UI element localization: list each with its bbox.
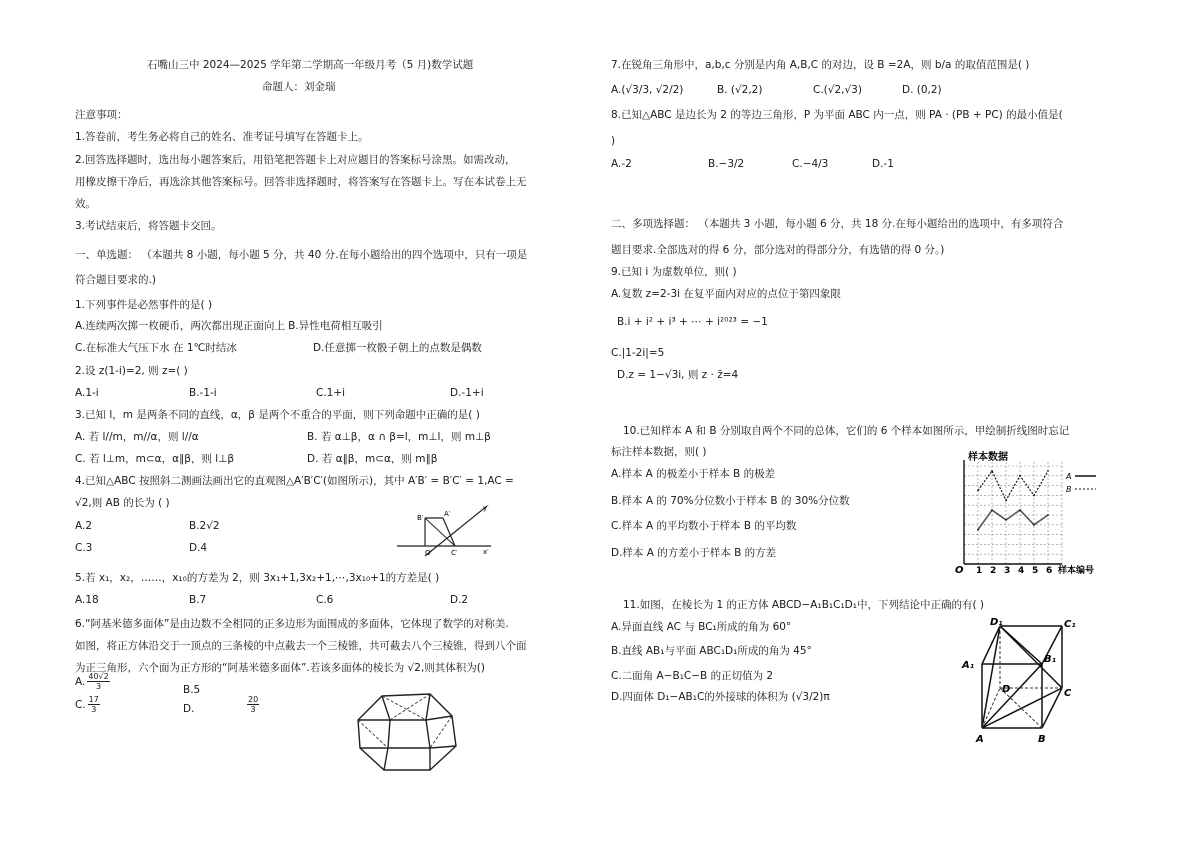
figure-q10-line-chart <box>950 446 1100 576</box>
fraction <box>87 672 109 691</box>
text-line: A.-2 <box>611 158 632 170</box>
text-line: A.1-i <box>75 387 99 399</box>
x-tick-label: 2 <box>990 566 997 576</box>
fig11-label: B₁ <box>1044 654 1057 665</box>
text-line: D.任意掷一枚骰子朝上的点数是偶数 <box>313 342 482 354</box>
text-line: 2.设 z(1-i)=2, 则 z=( ) <box>75 365 188 377</box>
text-line: D.-1+i <box>450 387 484 399</box>
data-point-a <box>1019 475 1021 477</box>
fraction-numerator: 20 <box>248 695 259 704</box>
fig11-label: A <box>976 734 984 745</box>
text-line: 注意事项： <box>75 109 128 121</box>
text-line: 1.下列事件是必然事件的是( ) <box>75 299 213 311</box>
text-line: A.2 <box>75 520 93 532</box>
text-line: C.二面角 A−B₁C−B 的正切值为 2 <box>611 670 774 682</box>
fraction-numerator: 17 <box>88 695 99 704</box>
text-line: B.样本 A 的 70%分位数小于样本 B 的 30%分位数 <box>611 495 850 507</box>
text-line: B.−3/2 <box>708 158 745 170</box>
text-line: D.-1 <box>872 158 894 170</box>
x-tick-label: 6 <box>1046 566 1053 576</box>
fig11-label: C₁ <box>1064 619 1076 630</box>
fraction <box>247 695 259 714</box>
text-line: C.在标准大气压下水 在 1℃时结冰 <box>75 342 237 354</box>
x-tick-label: 5 <box>1032 566 1039 576</box>
text-line: C.样本 A 的平均数小于样本 B 的平均数 <box>611 520 797 532</box>
text-line: 符合题目要求的.) <box>75 274 156 286</box>
data-point-b <box>977 529 979 531</box>
text-line: B.i + i² + i³ + ⋯ + i²⁰²³ = −1 <box>617 316 768 328</box>
text-line: 6.“阿基米德多面体”是由边数不全相同的正多边形为面围成的多面体，它体现了数学的对称美. <box>75 618 509 630</box>
fig11-label: D <box>1002 684 1011 695</box>
text-line: 石嘴山三中 2024—2025 学年第二学期高一年级月考（5 月)数学试题 <box>147 59 474 71</box>
text-line: B.直线 AB₁与平面 ABC₁D₁所成的角为 45° <box>611 645 812 657</box>
fig4-label: B′ <box>417 514 424 522</box>
text-line: C.|1-2i|=5 <box>611 347 665 359</box>
text-line: C. 若 l⊥m，m⊂α，α∥β，则 l⊥β <box>75 453 235 465</box>
text-line: 2.回答选择题时，选出每小题答案后，用铅笔把答题卡上对应题目的答案标号涂黑。如需改动， <box>75 154 516 166</box>
text-line: 标注样本数据，则( ) <box>611 446 707 458</box>
text-line: B.2√2 <box>189 520 220 532</box>
text-line: D.4 <box>189 542 208 554</box>
text-line: 为正三角形，六个面为正方形的“阿基米德多面体”.若该多面体的棱长为 √2,则其体积为() <box>75 662 485 674</box>
fig11-label: B <box>1038 734 1046 745</box>
text-line: 3.考试结束后，将答题卡交回。 <box>75 220 222 232</box>
text-line: 7.在锐角三角形中，a,b,c 分别是内角 A,B,C 的对边，设 B =2A，则 b/a 的取值范围是( ) <box>611 59 1030 71</box>
text-line: D.样本 A 的方差小于样本 B 的方差 <box>611 547 777 559</box>
figure-q6-archimedean-polyhedron <box>352 690 462 774</box>
text-line: ) <box>611 135 616 147</box>
x-tick-label: O <box>955 565 964 576</box>
text-line: A.复数 z=2-3i 在复平面内对应的点位于第四象限 <box>611 288 841 300</box>
chart-grid <box>964 462 1062 564</box>
text-line: A.样本 A 的极差小于样本 B 的极差 <box>611 468 776 480</box>
data-point-a <box>991 470 993 472</box>
fig11-label: A₁ <box>962 660 975 671</box>
text-line: D. 若 α∥β，m⊂α，则 m∥β <box>307 453 438 465</box>
figure-q4-oblique-triangle <box>395 500 495 558</box>
figure-q11-cube <box>960 616 1080 748</box>
text-line: 3.已知 l，m 是两条不同的直线，α，β 是两个不重合的平面，则下列命题中正确的是( ) <box>75 409 480 421</box>
fig4-label: y′ <box>483 504 489 512</box>
data-point-b <box>991 509 993 511</box>
text-line: 4.已知△ABC 按照斜二测画法画出它的直观图△A′B′C′(如图所示)，其中 A′B′ = B′C′ = 1,AC = <box>75 475 514 487</box>
text-line: D.z = 1−√3i, 则 z · z̄=4 <box>617 369 739 381</box>
text-line: B.7 <box>189 594 207 606</box>
data-point-a <box>977 490 979 492</box>
fig11-label: C <box>1064 688 1072 699</box>
fig4-label: A′ <box>444 510 451 518</box>
text-line: 10.已知样本 A 和 B 分别取自两个不同的总体，它们的 6 个样本如图所示，甲绘制折线图时忘记 <box>623 425 1070 437</box>
text-line: D.四面体 D₁−AB₁C的外接球的体积为 (√3/2)π <box>611 691 830 703</box>
text-line: C.3 <box>75 542 93 554</box>
x-tick-labels <box>955 565 1052 576</box>
data-point-b <box>1033 524 1035 526</box>
text-line: 用橡皮擦干净后，再选涂其他答案标号。回答非选择题时，将答案写在答题卡上。写在本试卷上无 <box>75 176 527 188</box>
text-line: B. 若 α⊥β，α ∩ β=l，m⊥l，则 m⊥β <box>307 431 491 443</box>
text-line: √2,则 AB 的长为 ( ) <box>75 497 170 509</box>
x-tick-label: 4 <box>1018 566 1025 576</box>
text-line: D.2 <box>450 594 469 606</box>
fraction <box>88 695 100 714</box>
fraction-denominator: 3 <box>250 705 256 714</box>
legend-label-a: A <box>1066 472 1072 481</box>
fig11-label: D₁ <box>990 617 1003 628</box>
text-line: D. <box>183 703 195 715</box>
x-tick-label: 3 <box>1004 566 1011 576</box>
text-line: A.18 <box>75 594 99 606</box>
fraction-numerator: 40√2 <box>88 672 109 681</box>
text-line: B.-1-i <box>189 387 217 399</box>
fig4-label: O′ <box>425 549 433 557</box>
chart-title: 样本数据 <box>968 452 1008 463</box>
text-line: 效。 <box>75 198 96 210</box>
text-line: 题目要求.全部选对的得 6 分，部分选对的得部分分，有选错的得 0 分。) <box>611 244 945 256</box>
data-point-a <box>1047 470 1049 472</box>
series-line-b <box>978 510 1048 530</box>
text-line: A. 若 l//m，m//α，则 l//α <box>75 431 199 443</box>
text-line: 命题人：刘金瑞 <box>262 81 336 93</box>
text-line: 一、单选题： （本题共 8 小题，每小题 5 分，共 40 分.在每小题给出的四个选项中，只有一项是 <box>75 249 528 261</box>
text-line: A.异面直线 AC 与 BC₁所成的角为 60° <box>611 621 792 633</box>
text-line: C.1+i <box>316 387 346 399</box>
text-line: 如图，将正方体沿交于一顶点的三条棱的中点截去一个三棱锥，共可截去八个三棱锥，得到八个面 <box>75 640 527 652</box>
text-line: 8.已知△ABC 是边长为 2 的等边三角形，P 为平面 ABC 内一点，则 PA · (PB + PC) 的最小值是( <box>611 109 1063 121</box>
x-axis-label: 样本编号 <box>1058 566 1095 576</box>
text-line: A.(√3/3, √2/2) <box>611 84 684 96</box>
legend-label-b: B <box>1066 485 1072 494</box>
data-point-b <box>1047 514 1049 516</box>
fig4-label: x′ <box>483 548 489 556</box>
data-point-b <box>1019 509 1021 511</box>
data-point-b <box>1005 519 1007 521</box>
text-line: 1.答卷前，考生务必将自己的姓名、准考证号填写在答题卡上。 <box>75 131 369 143</box>
data-point-a <box>1005 499 1007 501</box>
text-line: 二、多项选择题： （本题共 3 小题，每小题 6 分，共 18 分.在每小题给出的选项中，有多项符合 <box>611 218 1064 230</box>
fig4-label: C′ <box>451 549 458 557</box>
option-prefix: A. <box>75 675 86 688</box>
text-line: 9.已知 i 为虚数单位，则( ) <box>611 266 737 278</box>
text-line: 5.若 x₁，x₂，……，x₁₀的方差为 2，则 3x₁+1,3x₂+1,⋯,3x₁₀+1的方差是( ) <box>75 572 440 584</box>
text-line: D. (0,2) <box>902 84 942 96</box>
fraction-denominator: 3 <box>91 705 97 714</box>
text-line: B. (√2,2) <box>717 84 763 96</box>
text-line: C.−4/3 <box>792 158 829 170</box>
text-line: 11.如图，在棱长为 1 的正方体 ABCD−A₁B₁C₁D₁中，下列结论中正确的有( ) <box>623 599 984 611</box>
fraction-option <box>245 695 259 714</box>
text-line: B.5 <box>183 684 201 696</box>
fraction-option <box>75 695 100 714</box>
fraction-denominator: 3 <box>95 682 102 691</box>
text-line: A.连续两次掷一枚硬币，两次都出现正面向上 B.异性电荷相互吸引 <box>75 320 383 332</box>
option-prefix: C. <box>75 698 86 711</box>
fraction-option <box>75 672 110 691</box>
chart-series <box>977 470 1049 531</box>
text-line: C.6 <box>316 594 334 606</box>
x-tick-label: 1 <box>976 566 983 576</box>
text-line: C.(√2,√3) <box>813 84 862 96</box>
data-point-a <box>1033 495 1035 497</box>
